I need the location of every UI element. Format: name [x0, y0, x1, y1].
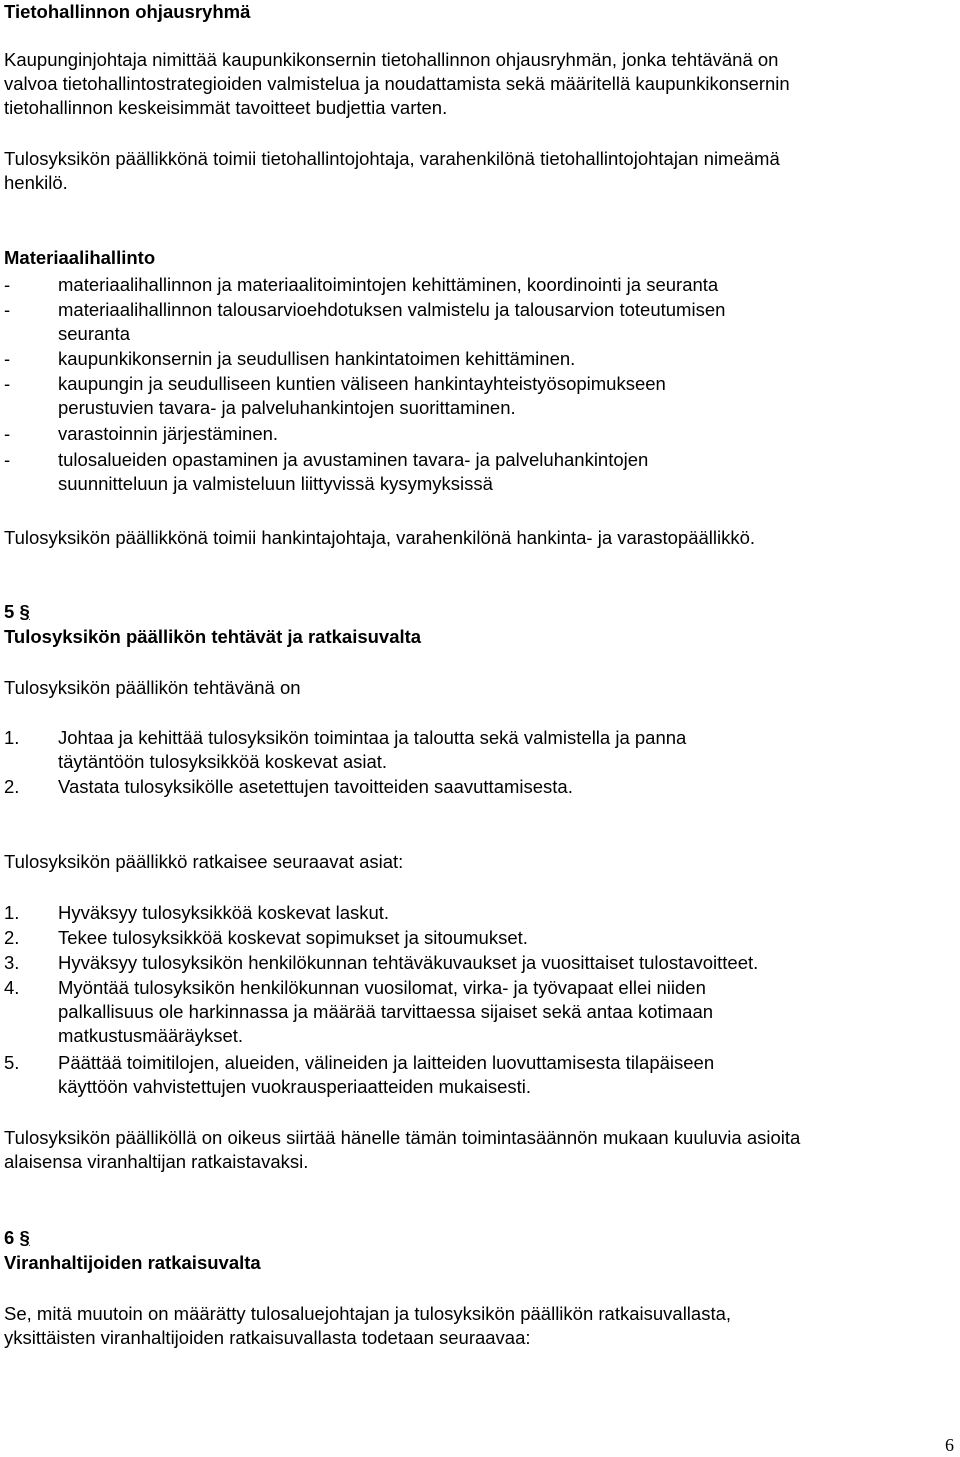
paragraph-line: henkilö.: [4, 172, 68, 193]
list-marker: -: [4, 423, 11, 444]
item-text: Vastata tulosyksikölle asetettujen tavoitteiden saavuttamisesta.: [58, 776, 573, 797]
paragraph-line: Kaupunginjohtaja nimittää kaupunkikonsernin tietohallinnon ohjausryhmän, jonka tehtävänä on: [4, 49, 779, 70]
section-number-value: 6: [4, 1227, 15, 1248]
paragraph-it-steering: [4, 48, 934, 120]
section-heading-material: Materiaalihallinto: [4, 247, 156, 268]
item-number: 5.: [4, 1052, 20, 1073]
item-number: 2.: [4, 776, 20, 797]
item-text: Johtaa ja kehittää tulosyksikön toimintaa ja taloutta sekä valmistella ja panna: [58, 727, 687, 748]
list-marker: -: [4, 373, 11, 394]
section-number: [4, 1226, 934, 1250]
list-item-text: varastoinnin järjestäminen.: [58, 423, 279, 444]
paragraph-line: alaisensa viranhaltijan ratkaistavaksi.: [4, 1151, 309, 1172]
paragraph-it-head: [4, 147, 934, 195]
item-number: 1.: [4, 727, 20, 748]
item-text: käyttöön vahvistettujen vuokrausperiaatteiden mukaisesti.: [58, 1076, 532, 1097]
item-number: 1.: [4, 902, 20, 923]
item-text: täytäntöön tulosyksikköä koskevat asiat.: [58, 751, 388, 772]
list-item-text: suunnitteluun ja valmisteluun liittyvissä kysymyksissä: [58, 473, 493, 494]
item-text: matkustusmääräykset.: [58, 1025, 244, 1046]
item-number: 2.: [4, 927, 20, 948]
item-text: palkallisuus ole harkinnassa ja määrää tarvittaessa sijaiset sekä antaa kotimaan: [58, 1001, 714, 1022]
paragraph-line: valvoa tietohallintostrategioiden valmistelua ja noudattamista sekä määritellä kaupunkikonsernin: [4, 73, 790, 94]
list-item-text: kaupungin ja seudulliseen kuntien väliseen hankintayhteistyösopimukseen: [58, 373, 666, 394]
section-title: Tulosyksikön päällikön tehtävät ja ratkaisuvalta: [4, 626, 422, 647]
page-number: 6: [945, 1435, 954, 1455]
item-text: Päättää toimitilojen, alueiden, välineiden ja laitteiden luovuttamisesta tilapäiseen: [58, 1052, 715, 1073]
paragraph-line: tietohallinnon keskeisimmät tavoitteet budjettia varten.: [4, 97, 448, 118]
section-title: Viranhaltijoiden ratkaisuvalta: [4, 1252, 261, 1273]
item-text: Hyväksyy tulosyksikön henkilökunnan tehtäväkuvaukset ja vuosittaiset tulostavoitteet.: [58, 952, 759, 973]
paragraph-line: Tulosyksikön päälliköllä on oikeus siirtää hänelle tämän toimintasäännön mukaan kuuluvia asioita: [4, 1127, 801, 1148]
list-item-text: materiaalihallinnon talousarvioehdotuksen valmistelu ja talousarvion toteutumisen: [58, 299, 726, 320]
duties-intro: Tulosyksikön päällikön tehtävänä on: [4, 677, 301, 698]
section-number: [4, 600, 934, 624]
list-marker: -: [4, 449, 11, 470]
list-marker: -: [4, 299, 11, 320]
list-item-text: seuranta: [58, 323, 130, 344]
section-heading-it: Tietohallinnon ohjausryhmä: [4, 1, 251, 22]
paragraph-line: Se, mitä muutoin on määrätty tulosaluejohtajan ja tulosyksikön päällikön ratkaisuvallasta,: [4, 1303, 732, 1324]
list-marker: -: [4, 274, 11, 295]
paragraph-sign: §: [19, 1227, 30, 1248]
list-marker: -: [4, 348, 11, 369]
paragraph-material-head: Tulosyksikön päällikkönä toimii hankintajohtaja, varahenkilönä hankinta- ja varastopäällikkö.: [4, 527, 756, 548]
decisions-intro: Tulosyksikön päällikkö ratkaisee seuraavat asiat:: [4, 851, 404, 872]
item-number: 4.: [4, 977, 20, 998]
list-item-text: kaupunkikonsernin ja seudullisen hankintatoimen kehittäminen.: [58, 348, 576, 369]
list-item-text: materiaalihallinnon ja materiaalitoimintojen kehittäminen, koordinointi ja seuranta: [58, 274, 719, 295]
list-item-text: tulosalueiden opastaminen ja avustaminen tavara- ja palveluhankintojen: [58, 449, 649, 470]
paragraph-sign: §: [19, 601, 30, 622]
item-text: Tekee tulosyksikköä koskevat sopimukset ja sitoumukset.: [58, 927, 528, 948]
item-number: 3.: [4, 952, 20, 973]
item-text: Hyväksyy tulosyksikköä koskevat laskut.: [58, 902, 390, 923]
item-text: Myöntää tulosyksikön henkilökunnan vuosilomat, virka- ja työvapaat ellei niiden: [58, 977, 706, 998]
officials-paragraph: [4, 1302, 934, 1350]
paragraph-line: yksittäisten viranhaltijoiden ratkaisuvallasta todetaan seuraavaa:: [4, 1327, 531, 1348]
delegation-paragraph: [4, 1126, 934, 1174]
section-number-value: 5: [4, 601, 15, 622]
list-item-text: perustuvien tavara- ja palveluhankintojen suorittaminen.: [58, 397, 516, 418]
paragraph-line: Tulosyksikön päällikkönä toimii tietohallintojohtaja, varahenkilönä tietohallintojohtajan nimeämä: [4, 148, 780, 169]
